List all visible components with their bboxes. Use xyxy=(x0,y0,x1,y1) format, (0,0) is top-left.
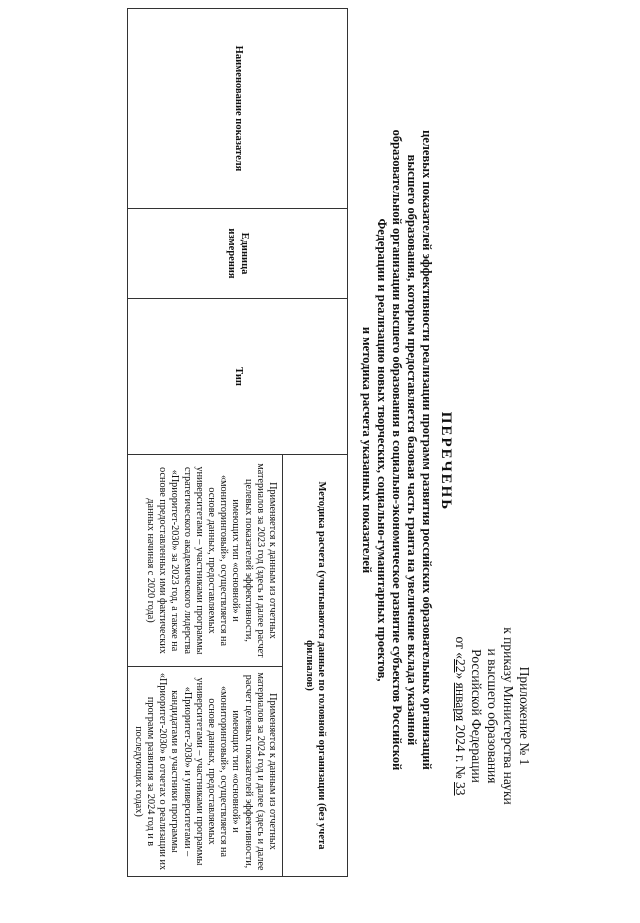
document-subtitle xyxy=(359,90,434,810)
appendix-ministry-line: и высшего образования xyxy=(485,648,500,784)
method-2023-cell: Применяется к данным из отчетных материалов за 2023 год (здесь и далее расчет целевых показателей эффективности, имеющих тип «основной» и «мониторинговый», осуществляется на основе данных, предоставляемых университетами – участниками программы стратегического академического лидерства «Приоритет-2030» за 2023 год, а также на основе предоставленных ими фактических данных начиная с 2020 года) xyxy=(127,455,282,667)
header-indicator-name: Наименование показателя xyxy=(127,9,347,209)
date-prefix: от « xyxy=(453,636,468,660)
appendix-order-line: к приказу Министерства науки xyxy=(501,627,516,805)
date-year: 2024 г. № xyxy=(453,724,468,779)
appendix-block xyxy=(452,556,532,876)
date-day: 22 xyxy=(453,659,468,673)
subtitle-line: целевых показателей эффективности реализации программ развития российских образовательных организаций xyxy=(420,130,434,770)
header-type: Тип xyxy=(127,299,347,455)
date-month: января xyxy=(453,682,468,722)
header-unit: Единица измерения xyxy=(127,209,347,299)
method-2024-cell: Применяется к данным из отчетных материалов за 2024 год и далее (здесь и далее расчет целевых показателей эффективности, имеющих тип «основной» и «мониторинговый», осуществляется на основе данных, предоставляемых университетами – участниками программы «Приоритет-2030» и университетами – кандидатами в участники программы «Приоритет-2030» в отчетах о реализации их программ развития за 2024 год и в последующих годах) xyxy=(127,667,282,877)
header-calculation-method: Методика расчета (учитываются данные по головной организации (без учета филиалов) xyxy=(283,455,348,877)
appendix-label: Приложение № 1 xyxy=(517,666,532,766)
subtitle-line: Федерации и реализацию новых творческих, социально-гуманитарных проектов, xyxy=(375,218,389,682)
indicators-table xyxy=(127,8,348,877)
subtitle-line: образовательной организации высшего образования в социально-экономическое развитие субъектов Российской xyxy=(390,129,404,771)
order-number: 33 xyxy=(453,782,468,796)
appendix-country-line: Российской Федерации xyxy=(469,649,484,783)
date-mid: » xyxy=(453,672,468,680)
subtitle-line: высшего образования, которым предоставляется базовая часть гранта на увеличение вклада указанной xyxy=(405,154,419,746)
document-title: ПЕРЕЧЕНЬ xyxy=(438,411,454,512)
appendix-date-line xyxy=(452,556,468,876)
subtitle-line: и методика расчета указанных показателей xyxy=(360,326,374,574)
